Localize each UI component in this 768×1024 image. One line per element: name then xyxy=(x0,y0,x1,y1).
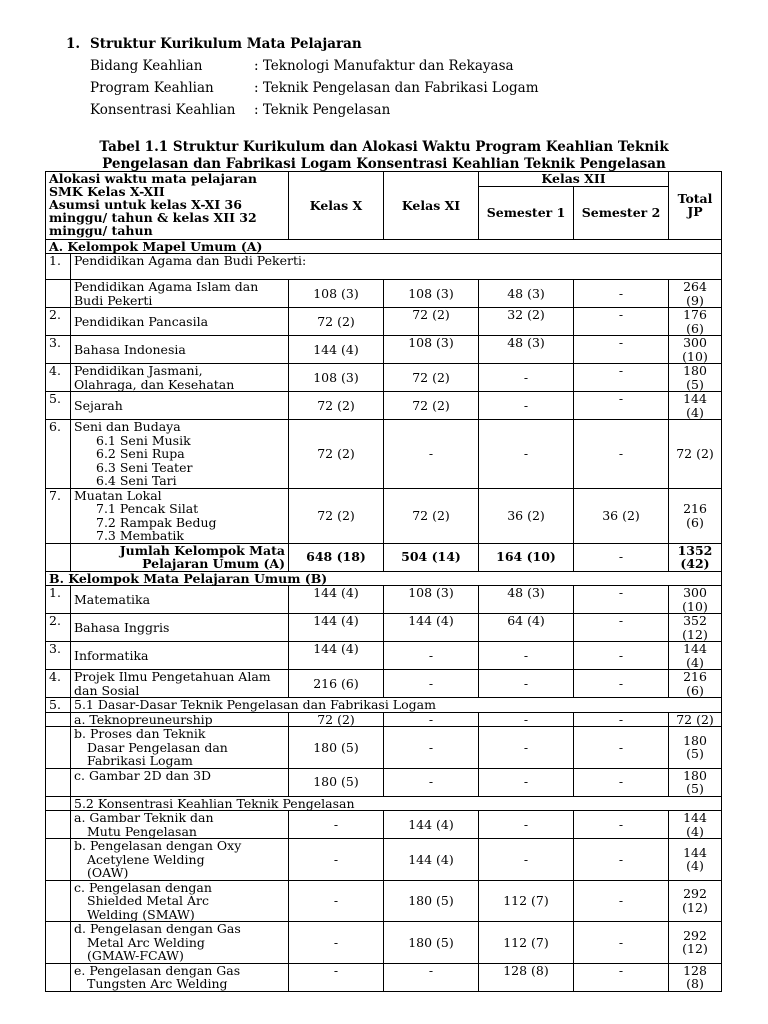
row-number: 5. xyxy=(46,392,71,420)
subject-name xyxy=(71,488,289,543)
cell-semester-1: - xyxy=(479,712,574,727)
table-row xyxy=(46,670,722,698)
total-line: (6) xyxy=(686,514,704,530)
total-line: (6) xyxy=(686,682,704,698)
cell-semester-1: 64 (4) xyxy=(479,614,574,642)
cell-semester-1: 164 (10) xyxy=(479,543,574,571)
total-line: 144 xyxy=(683,641,707,656)
total-line: (8) xyxy=(686,976,704,991)
document-header xyxy=(66,33,539,121)
cell-semester-1: 48 (3) xyxy=(479,336,574,364)
table-row xyxy=(46,796,722,811)
total-line: (10) xyxy=(682,598,708,614)
cell-kelas-x: 108 (3) xyxy=(289,280,384,308)
allocation-line: minggu/ tahun & kelas XII 32 xyxy=(49,210,257,225)
subject-name-line: Acetylene Welding xyxy=(87,851,205,867)
total-line: (4) xyxy=(686,823,704,839)
cell-total xyxy=(669,308,722,336)
cell-kelas-x: 648 (18) xyxy=(289,543,384,571)
field-value: : Teknik Pengelasan xyxy=(254,102,391,118)
cell-semester-2: - xyxy=(574,880,669,922)
cell-kelas-x: 180 (5) xyxy=(289,768,384,796)
subject-name-line: Pendidikan Jasmani, xyxy=(74,363,203,378)
cell-semester-1: 112 (7) xyxy=(479,880,574,922)
cell-semester-1: - xyxy=(479,642,574,670)
sub-subject: 6.2 Seni Rupa xyxy=(96,446,185,461)
group-title: A. Kelompok Mapel Umum (A) xyxy=(46,239,722,254)
cell-kelas-x: - xyxy=(289,811,384,839)
total-line: 216 xyxy=(683,501,707,516)
subject-name-line: Seni dan Budaya xyxy=(74,419,181,434)
cell-semester-2: - xyxy=(574,811,669,839)
subject-name xyxy=(71,880,289,922)
cell-total xyxy=(669,543,722,571)
table-row xyxy=(46,336,722,364)
cell-kelas-x: 72 (2) xyxy=(289,392,384,420)
cell-kelas-xi: 504 (14) xyxy=(384,543,479,571)
subject-name-line: a. Gambar Teknik dan xyxy=(74,810,214,825)
subtotal-row xyxy=(46,543,722,571)
total-line: (12) xyxy=(682,941,708,957)
table-row xyxy=(46,614,722,642)
subject-name: a. Teknopreuneurship xyxy=(71,712,289,727)
subject-name-line: Budi Pekerti xyxy=(74,292,153,308)
table-row xyxy=(46,880,722,922)
curriculum-table xyxy=(45,171,722,992)
subject-name-line: Tungsten Arc Welding xyxy=(87,976,228,991)
row-number-empty xyxy=(46,543,71,571)
table-row xyxy=(46,392,722,420)
total-line: (4) xyxy=(686,404,704,420)
cell-kelas-xi: 72 (2) xyxy=(384,488,479,543)
cell-kelas-x: - xyxy=(289,922,384,964)
cell-kelas-xi: 72 (2) xyxy=(384,308,479,336)
cell-total xyxy=(669,839,722,881)
subject-name xyxy=(71,811,289,839)
sub-subject: 7.2 Rampak Bedug xyxy=(96,514,217,530)
cell-semester-2: - xyxy=(574,308,669,336)
total-line: 352 xyxy=(683,613,707,628)
cell-semester-2: - xyxy=(574,922,669,964)
row-number-empty xyxy=(46,280,71,308)
cell-kelas-x: 108 (3) xyxy=(289,364,384,392)
cell-kelas-xi: 72 (2) xyxy=(384,364,479,392)
table-row xyxy=(46,280,722,308)
caption-line-1: Tabel 1.1 Struktur Kurikulum dan Alokasi Waktu Program Keahlian Teknik xyxy=(99,139,669,155)
cell-semester-1: 48 (3) xyxy=(479,586,574,614)
cell-kelas-x: - xyxy=(289,839,384,881)
cell-kelas-x: 72 (2) xyxy=(289,488,384,543)
group-a-header-row xyxy=(46,239,722,254)
subject-name: Informatika xyxy=(71,642,289,670)
row-number: 4. xyxy=(46,670,71,698)
cell-kelas-x: 144 (4) xyxy=(289,586,384,614)
total-line: 292 xyxy=(683,886,707,902)
row-number: 6. xyxy=(46,420,71,489)
allocation-header-cell xyxy=(46,172,289,240)
table-row xyxy=(46,364,722,392)
table-row xyxy=(46,420,722,489)
table-row xyxy=(46,727,722,769)
row-number: 3. xyxy=(46,642,71,670)
allocation-line: Asumsi untuk kelas X-XI 36 xyxy=(49,197,242,212)
total-line: 176 xyxy=(683,307,707,322)
table-row xyxy=(46,712,722,727)
cell-kelas-xi: - xyxy=(384,727,479,769)
subject-name xyxy=(71,727,289,769)
sub-subject: 6.4 Seni Tari xyxy=(96,473,177,488)
cell-semester-2: - xyxy=(574,586,669,614)
cell-semester-1: 48 (3) xyxy=(479,280,574,308)
section-number: 1. xyxy=(66,36,81,52)
cell-kelas-xi: - xyxy=(384,768,479,796)
subtotal-label-line: Pelajaran Umum (A) xyxy=(142,556,285,571)
subject-name: Bahasa Inggris xyxy=(71,614,289,642)
cell-semester-1: 36 (2) xyxy=(479,488,574,543)
cell-semester-2: - xyxy=(574,670,669,698)
cell-semester-1: 32 (2) xyxy=(479,308,574,336)
table-row xyxy=(46,811,722,839)
subject-name xyxy=(71,922,289,964)
subject-name-line: Shielded Metal Arc xyxy=(87,893,210,908)
cell-total xyxy=(669,614,722,642)
row-number: 5. xyxy=(46,698,71,713)
subtotal-label-line: Jumlah Kelompok Mata xyxy=(119,543,285,558)
subject-name xyxy=(71,364,289,392)
cell-semester-1: - xyxy=(479,420,574,489)
table-row xyxy=(46,963,722,991)
cell-semester-1: - xyxy=(479,727,574,769)
total-line: (6) xyxy=(686,320,704,336)
row-number: 2. xyxy=(46,614,71,642)
row-number-empty xyxy=(46,811,71,839)
row-number-empty xyxy=(46,963,71,991)
cell-kelas-xi: 180 (5) xyxy=(384,922,479,964)
cell-kelas-xi: - xyxy=(384,670,479,698)
subject-name-line: Mutu Pengelasan xyxy=(87,823,197,839)
subject-group-name: 5.1 Dasar-Dasar Teknik Pengelasan dan Fabrikasi Logam xyxy=(71,698,722,713)
cell-semester-2: - xyxy=(574,963,669,991)
cell-kelas-xi: 144 (4) xyxy=(384,839,479,881)
total-line: (5) xyxy=(686,746,704,762)
cell-kelas-x: 72 (2) xyxy=(289,308,384,336)
total-line: 144 xyxy=(683,391,707,406)
table-row xyxy=(46,922,722,964)
cell-total xyxy=(669,586,722,614)
total-line: 264 xyxy=(683,279,707,294)
subject-name: c. Gambar 2D dan 3D xyxy=(71,768,289,796)
field-bidang-keahlian xyxy=(66,55,539,77)
subject-group-name: 5.2 Konsentrasi Keahlian Teknik Pengelasan xyxy=(71,796,722,811)
total-line: 144 xyxy=(683,810,707,825)
cell-kelas-x: 72 (2) xyxy=(289,420,384,489)
cell-kelas-xi: - xyxy=(384,963,479,991)
row-number-empty xyxy=(46,880,71,922)
cell-kelas-xi: 108 (3) xyxy=(384,336,479,364)
cell-total xyxy=(669,880,722,922)
section-heading xyxy=(66,33,539,55)
total-line: 300 xyxy=(683,335,707,350)
header-kelas-xii: Kelas XII xyxy=(479,172,669,187)
row-number: 1. xyxy=(46,254,71,280)
total-line: 180 xyxy=(683,768,707,783)
row-number-empty xyxy=(46,712,71,727)
cell-kelas-xi: 108 (3) xyxy=(384,280,479,308)
cell-semester-1: - xyxy=(479,839,574,881)
cell-kelas-xi: 180 (5) xyxy=(384,880,479,922)
row-number: 1. xyxy=(46,586,71,614)
cell-semester-2: - xyxy=(574,420,669,489)
subject-name: Pendidikan Agama dan Budi Pekerti: xyxy=(71,254,722,280)
allocation-line: minggu/ tahun xyxy=(49,223,153,238)
subject-name-line: Projek Ilmu Pengetahuan Alam xyxy=(74,669,271,684)
cell-kelas-x: 72 (2) xyxy=(289,712,384,727)
cell-semester-2: - xyxy=(574,364,669,392)
cell-total xyxy=(669,642,722,670)
cell-semester-2: 36 (2) xyxy=(574,488,669,543)
cell-kelas-xi: 72 (2) xyxy=(384,392,479,420)
subject-name-line: Dasar Pengelasan dan xyxy=(87,739,228,755)
cell-kelas-x: - xyxy=(289,880,384,922)
field-konsentrasi-keahlian xyxy=(66,99,539,121)
subject-name-line: dan Sosial xyxy=(74,682,140,698)
header-semester-1: Semester 1 xyxy=(479,186,574,239)
total-line: 180 xyxy=(683,732,707,748)
cell-semester-2: - xyxy=(574,727,669,769)
cell-semester-1: - xyxy=(479,670,574,698)
total-line: (12) xyxy=(682,899,708,915)
row-number: 2. xyxy=(46,308,71,336)
total-line: (10) xyxy=(682,348,708,364)
cell-total xyxy=(669,392,722,420)
row-number-empty xyxy=(46,796,71,811)
cell-total xyxy=(669,670,722,698)
header-kelas-xi: Kelas XI xyxy=(384,172,479,240)
cell-kelas-x: 180 (5) xyxy=(289,727,384,769)
cell-total xyxy=(669,811,722,839)
total-line: (12) xyxy=(682,626,708,642)
total-line: 216 xyxy=(683,669,707,684)
total-line: 292 xyxy=(683,927,707,943)
subject-name-line: Muatan Lokal xyxy=(74,488,162,503)
table-row xyxy=(46,488,722,543)
allocation-line: Alokasi waktu mata pelajaran xyxy=(49,171,257,186)
subject-name-line: c. Pengelasan dengan xyxy=(74,880,212,895)
subject-name: Sejarah xyxy=(71,392,289,420)
table-row xyxy=(46,768,722,796)
total-line: 1352 xyxy=(677,543,713,558)
cell-kelas-x: - xyxy=(289,963,384,991)
subject-name-line: d. Pengelasan dengan Gas xyxy=(74,921,241,936)
cell-total xyxy=(669,364,722,392)
subject-name xyxy=(71,963,289,991)
header-total-line: JP xyxy=(687,204,703,220)
header-total-jp xyxy=(669,172,722,240)
cell-kelas-x: 144 (4) xyxy=(289,642,384,670)
total-line: (5) xyxy=(686,376,704,392)
header-semester-2: Semester 2 xyxy=(574,186,669,239)
cell-total: 72 (2) xyxy=(669,712,722,727)
cell-total xyxy=(669,280,722,308)
subject-name-line: Welding (SMAW) xyxy=(87,906,195,922)
field-value: : Teknologi Manufaktur dan Rekayasa xyxy=(254,58,514,74)
cell-semester-2: - xyxy=(574,392,669,420)
cell-semester-1: - xyxy=(479,392,574,420)
total-line: 128 xyxy=(683,963,707,978)
row-number-empty xyxy=(46,727,71,769)
cell-semester-1: 112 (7) xyxy=(479,922,574,964)
cell-kelas-xi: - xyxy=(384,642,479,670)
section-title: Struktur Kurikulum Mata Pelajaran xyxy=(90,36,362,52)
cell-total xyxy=(669,963,722,991)
subject-name-line: Pendidikan Agama Islam dan xyxy=(74,279,259,294)
subject-name-line: (GMAW-FCAW) xyxy=(87,948,184,963)
subject-name xyxy=(71,670,289,698)
subject-name-line: e. Pengelasan dengan Gas xyxy=(74,963,241,978)
cell-semester-2: - xyxy=(574,543,669,571)
total-line: (9) xyxy=(686,292,704,308)
subject-name-line: Olahraga, dan Kesehatan xyxy=(74,376,235,392)
table-caption xyxy=(0,139,768,173)
subject-name-line: Fabrikasi Logam xyxy=(87,753,193,768)
cell-semester-2: - xyxy=(574,614,669,642)
total-line: (42) xyxy=(680,556,710,571)
cell-total xyxy=(669,768,722,796)
cell-kelas-xi: 144 (4) xyxy=(384,811,479,839)
sub-subject: 6.1 Seni Musik xyxy=(96,432,191,448)
sub-subject: 7.3 Membatik xyxy=(96,528,184,543)
total-line: 300 xyxy=(683,585,707,600)
cell-kelas-xi: - xyxy=(384,712,479,727)
field-label: Program Keahlian xyxy=(90,80,214,96)
row-number: 3. xyxy=(46,336,71,364)
total-line: (4) xyxy=(686,654,704,670)
cell-semester-2: - xyxy=(574,768,669,796)
cell-total xyxy=(669,727,722,769)
cell-total xyxy=(669,922,722,964)
cell-semester-1: - xyxy=(479,811,574,839)
cell-kelas-xi: 144 (4) xyxy=(384,614,479,642)
header-kelas-x: Kelas X xyxy=(289,172,384,240)
cell-semester-2: - xyxy=(574,712,669,727)
cell-semester-2: - xyxy=(574,839,669,881)
subject-name: Pendidikan Pancasila xyxy=(71,308,289,336)
table-row xyxy=(46,839,722,881)
group-title: B. Kelompok Mata Pelajaran Umum (B) xyxy=(46,571,722,586)
total-line: (5) xyxy=(686,781,704,796)
cell-semester-1: - xyxy=(479,364,574,392)
cell-semester-1: 128 (8) xyxy=(479,963,574,991)
cell-kelas-x: 144 (4) xyxy=(289,614,384,642)
field-value: : Teknik Pengelasan dan Fabrikasi Logam xyxy=(254,80,539,96)
header-total-line: Total xyxy=(677,190,713,206)
field-label: Bidang Keahlian xyxy=(90,58,203,74)
row-number-empty xyxy=(46,768,71,796)
row-number-empty xyxy=(46,839,71,881)
cell-semester-2: - xyxy=(574,336,669,364)
subject-name xyxy=(71,280,289,308)
allocation-line: SMK Kelas X-XII xyxy=(49,184,165,199)
table-row xyxy=(46,586,722,614)
sub-subject: 7.1 Pencak Silat xyxy=(96,501,199,516)
subject-name: Bahasa Indonesia xyxy=(71,336,289,364)
cell-semester-2: - xyxy=(574,642,669,670)
subject-name-line: b. Proses dan Teknik xyxy=(74,726,206,741)
cell-kelas-xi: 108 (3) xyxy=(384,586,479,614)
field-label: Konsentrasi Keahlian xyxy=(90,102,236,118)
cell-kelas-x: 216 (6) xyxy=(289,670,384,698)
table-header-row xyxy=(46,172,722,187)
total-line: 180 xyxy=(683,363,707,378)
cell-semester-2: - xyxy=(574,280,669,308)
subject-name-line: (OAW) xyxy=(87,865,129,880)
subject-name-line: Metal Arc Welding xyxy=(87,934,205,950)
cell-semester-1: - xyxy=(479,768,574,796)
table-row xyxy=(46,642,722,670)
table-row xyxy=(46,698,722,713)
group-b-header-row xyxy=(46,571,722,586)
sub-subject: 6.3 Seni Teater xyxy=(96,459,193,475)
table-row xyxy=(46,308,722,336)
table-row xyxy=(46,254,722,280)
subject-name-line: b. Pengelasan dengan Oxy xyxy=(74,838,242,853)
cell-total: 72 (2) xyxy=(669,420,722,489)
cell-total xyxy=(669,336,722,364)
subtotal-label xyxy=(71,543,289,571)
cell-kelas-x: 144 (4) xyxy=(289,336,384,364)
row-number: 4. xyxy=(46,364,71,392)
cell-kelas-xi: - xyxy=(384,420,479,489)
caption-line-2: Pengelasan dan Fabrikasi Logam Konsentrasi Keahlian Teknik Pengelasan xyxy=(102,156,666,172)
cell-total xyxy=(669,488,722,543)
subject-name: Matematika xyxy=(71,586,289,614)
subject-name xyxy=(71,839,289,881)
total-line: (4) xyxy=(686,858,704,874)
field-program-keahlian xyxy=(66,77,539,99)
row-number-empty xyxy=(46,922,71,964)
total-line: 144 xyxy=(683,844,707,860)
subject-name xyxy=(71,420,289,489)
row-number: 7. xyxy=(46,488,71,543)
